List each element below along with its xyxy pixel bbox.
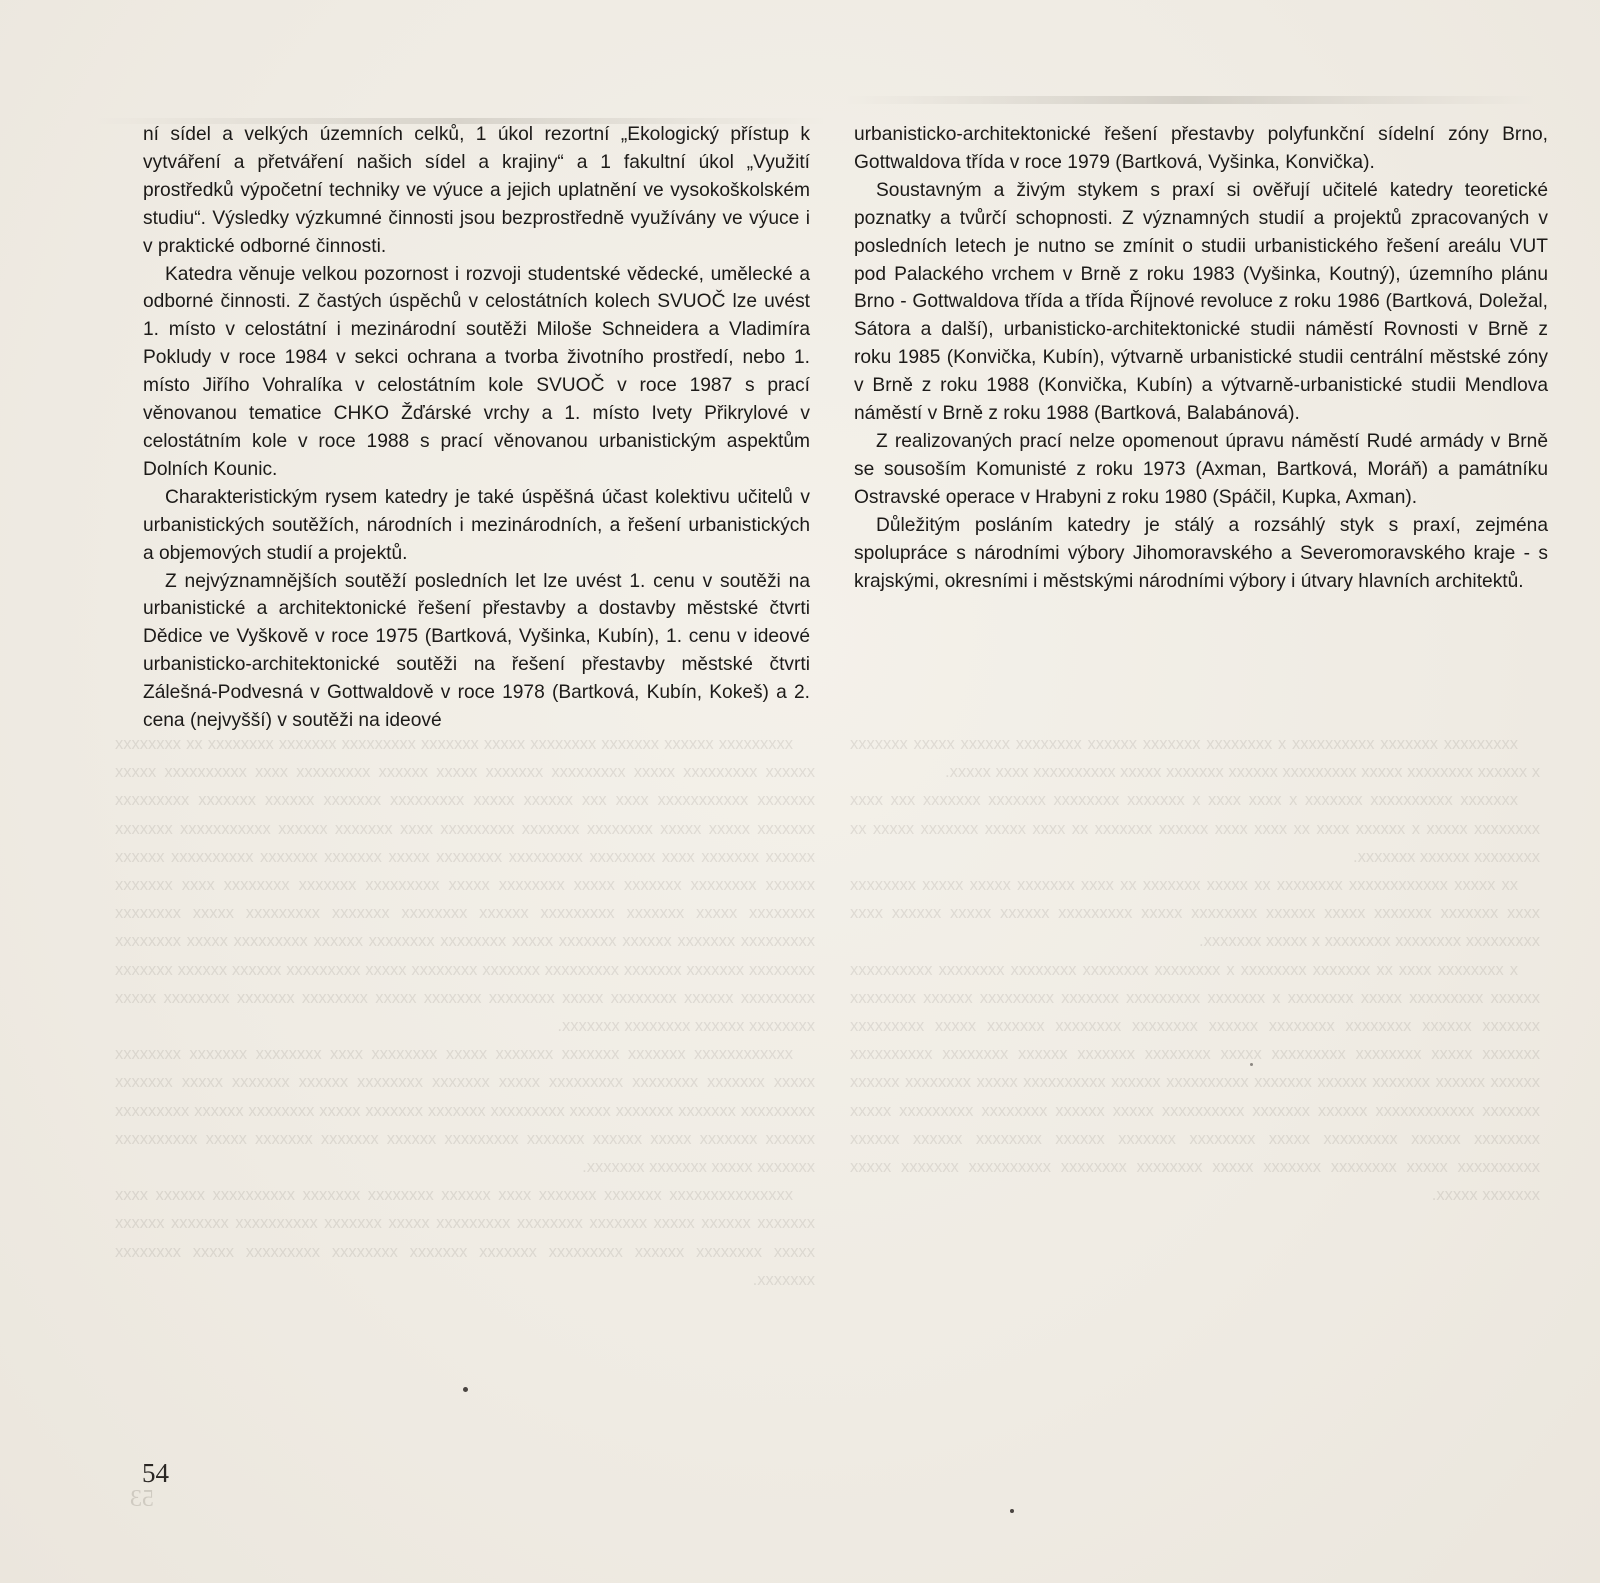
paragraph: Katedra věnuje velkou pozornost i rozvoji studentské vědecké, umělecké a odborné činnosti. Z častých úspěchů v celostátních kolech SVUOČ lze uvést 1. místo v celostátní i mezinárodní soutěži Miloše Schneidera a Vladimíra Pokludy v roce 1984 v sekci ochrana a tvorba životního prostředí, nebo 1. místo Jiřího Vohralíka v celostátním kole SVUOČ v roce 1987 s prací věnovanou tematice CHKO Žďárské vrchy a 1. místo Ivety Přikrylové v celostátním kole v roce 1988 s prací věnovanou urbanistickým aspektům Dolních Kounic. xyxy=(143,263,810,480)
show-through-right: xxxxxxxxx xxxxxxx xxxxxxxxxx x xxxxxxxx xxxxxxx xxxxxx xxxxxxxx xxxxxx xxxxx xxxxxxx x xxxxxx xxxxxxxx xxxxx xxxxxxxxx xxxxxx xxxxxxx xxxxx xxxxxxxxxx xxxx xxxxx. xxxxxxx xxxxxxxxxx xxxxxxx x xxxx xxxx x xxxxxxx xxxxxxxx xxxxxxx xxxxxxx xxx xxxx xxxxxxxx xxxxx x xxxxxx xxxx xx xxxx xxxx xxxxxx xxxxxxx xx xxxx xxxxx xxxxxxx xxxxx xx xxxxxxxx xxxxxx xxxxxxx. xx xxxxx xxxxxxxxxxxx xxxxxxxx xx xxxxx xxxxxxx xx xxxx xxxxxxx xxxxx xxxxx xxxxxxxx xxxx xxxxxxx xxxxxxx xxxxx xxxxxx xxxxxxxx xxxxx xxxxxxxxx xxxxxx xxxxx xxxxxx xxxx xxxxxxxxx xxxxxxxx xxxxxxxx x xxxxx xxxxxxx. x xxxxxxxx xxxx xx xxxxxxx xxxxxxxx x xxxxxxxx xxxxxxxx xxxxxxxx xxxxxxxx xxxxxxxxxx xxxxxx xxxxxxxxx xxxxx xxxxxxxx x xxxxxxx xxxxxxxxx xxxxxxx xxxxxxxxx xxxxxx xxxxxxxx xxxxxxx xxxxxx xxxxxxxx xxxxxxxx xxxxxx xxxxxxxx xxxxxxxx xxxxxxx xxxxx xxxxxxxxx xxxxxxx xxxxx xxxxxxxx xxxxxxxxx xxxxx xxxxxxxx xxxxxxx xxxxxx xxxxxxxx xxxxxxxxxx xxxxxx xxxxxx xxxxxxx xxxxxx xxxxxxx xxxxxxxxxx xxxxxx xxxxxxxxxx xxxxx xxxxxxxx xxxxxx xxxxxxx xxxxxxxxxxxx xxxxxx xxxxxxx xxxxxxxxxx xxxxx xxxxxx xxxxxxxx xxxxxxxxx xxxxx xxxxxxxx xxxxxx xxxxxxxxx xxxxx xxxxxxxx xxxxxxx xxxxxx xxxxxxxx xxxxxx xxxxxx xxxxxxxxxx xxxxx xxxxxxxx xxxxxxx xxxxx xxxxxxxx xxxxxxxx xxxxxxxxxx xxxxxxx xxxxx xxxxxxx xxxxx. xyxy=(850,735,1540,1205)
paragraph: Soustavným a živým stykem s praxí si ověřují učitelé katedry teoretické poznatky a tvůrčí schopnosti. Z významných studií a projektů zpracovaných v posledních letech je nutno se zmínit o studii urbanistického řešení areálu VUT pod Palackého vrchem v Brně z roku 1983 (Vyšinka, Koutný), územního plánu Brno - Gottwaldova třída a třída Říjnové revoluce z roku 1986 (Bartková, Doležal, Sátora a další), urbanisticko-architektonické studii náměstí Rovnosti v Brně z roku 1985 (Konvička, Kubín), výtvarně urbanistické studii centrální městské zóny v Brně z roku 1988 (Konvička, Kubín) a výtvarně-urbanistické studii Mendlova náměstí v Brně z roku 1988 (Bartková, Balabánová). xyxy=(854,179,1548,425)
paper-speck xyxy=(1010,1509,1014,1513)
paragraph: Z realizovaných prací nelze opomenout úpravu náměstí Rudé armády v Brně se sousoším Komunisté z roku 1973 (Axman, Bartková, Moráň) a památníku Ostravské operace v Hrabyni z roku 1980 (Spáčil, Kupka, Axman). xyxy=(854,430,1548,508)
paragraph: Důležitým posláním katedry je stálý a rozsáhlý styk s praxí, zejména spolupráce s národními výbory Jihomoravského a Severomoravského kraje - s krajskými, okresními i městskými národními výbory i útvary hlavních architektů. xyxy=(854,514,1548,592)
paragraph: ní sídel a velkých územních celků, 1 úkol rezortní „Ekologický přístup k vytváření a přetváření našich sídel a krajiny“ a 1 fakultní úkol „Využití prostředků výpočetní techniky ve výuce a jejich uplatnění ve vysokoškolském studiu“. Výsledky výzkumné činnosti jsou bezprostředně využívány ve výuce i v praktické odborné činnosti. xyxy=(143,124,810,257)
bleed-through-rule-right xyxy=(845,96,1535,104)
paragraph: urbanisticko-architektonické řešení přestavby polyfunkční sídelní zóny Brno, Gottwaldova třída v roce 1979 (Bartková, Vyšinka, Konvička). xyxy=(854,124,1548,173)
paper-speck xyxy=(463,1387,468,1392)
show-through-page-number: 53 xyxy=(130,1486,154,1512)
paragraph: Z nejvýznamnějších soutěží posledních let lze uvést 1. cenu v soutěži na urbanistické a architektonické řešení přestavby a dostavby městské čtvrti Dědice ve Vyškově v roce 1975 (Bartková, Vyšinka, Kubín), 1. cenu v ideové urbanisticko-architektonické soutěži na řešení přestavby městské čtvrti Zálešná-Podvesná v Gottwaldově v roce 1978 (Bartková, Kubín, Kokeš) a 2. cena (nejvyšší) v soutěži na ideové xyxy=(143,570,810,732)
right-text-column xyxy=(854,121,1548,595)
paper-speck xyxy=(1250,1063,1253,1066)
left-text-column xyxy=(143,121,810,735)
page-number: 54 xyxy=(142,1458,169,1488)
show-through-left: xxxxxxxxx xxxxxx xxxxxxx xxxxxxxx xxxxx xxxxxxx xxxxxxxxx xxxxxxx xxxxxxxx xx xxxxxxxx xxxxxx xxxxxxxxx xxxxx xxxxxxxxx xxxxxxx xxxxx xxxxxx xxxxxxxxx xxxx xxxxxxxxxx xxxxx xxxxxxx xxxxxxxxxxx xxxx xxx xxxxxx xxxxx xxxxxxxxx xxxxxxx xxxxxx xxxxxxx xxxxxxxxx xxxxxxx xxxxx xxxxx xxxxxxxx xxxxxxx xxxxxxxxx xxxx xxxxxxx xxxxxx xxxxxxxxxxx xxxxxxx xxxxxx xxxxxxx xxxx xxxxxxxx xxxxxxxxx xxxxxxxx xxxxx xxxxxxx xxxxxxx xxxxxxxxxx xxxxxx xxxxxx xxxxxxxx xxxxxxx xxxxx xxxxxxxx xxxxx xxxxxxxxx xxxxxxx xxxxxxxx xxxx xxxxxxx xxxxxxxx xxxxx xxxxxxx xxxxxxxxx xxxxxx xxxxxxxx xxxxxxx xxxxxxxxx xxxxx xxxxxxxx xxxxxxxxx xxxxxxx xxxxxx xxxxxxx xxxxx xxxxxxxx xxxxxxxx xxxxxx xxxxxxxxx xxxxx xxxxxxxx xxxxxxxx xxxxxxx xxxxxxx xxxxxxxxx xxxxxxx xxxxxxxx xxxxx xxxxxxxxx xxxxxx xxxxxx xxxxxxx xxxxxxxxx xxxxxx xxxxxxxx xxxxx xxxxxxxx xxxxxxx xxxxx xxxxxxxx xxxxxxx xxxxxxxx xxxxx xxxxxxxx xxxxxx xxxxxxxx xxxxxxx. xxxxxxxxxxxx xxxxxxx xxxxxxx xxxxxxx xxxxx xxxxxxxx xxxx xxxxxxxx xxxxxxx xxxxxxxx xxxxx xxxxxxx xxxxxxxx xxxxxxxxx xxxxx xxxxxxx xxxxxxxx xxxxxx xxxxxxx xxxxx xxxxxxx xxxxxxxxx xxxxxxx xxxxxxx xxxxx xxxxxxxxx xxxxxxx xxxxxxx xxxxx xxxxxxxx xxxxxx xxxxxxxxx xxxxxx xxxxxxx xxxxx xxxxxx xxxxxxx xxxxxxxxx xxxxxx xxxxxxx xxxxxxx xxxxx xxxxxxxxxx xxxxxxx xxxxx xxxxxxx xxxxxxx. xxxxxxxxxxxxxxx xxxxxxx xxxxxxx xxxx xxxxxx xxxxxxxx xxxxxxx xxxxxxxxxx xxxxxx xxxx xxxxxxx xxxxxx xxxxx xxxxxxx xxxxxxxx xxxxxxxxx xxxxx xxxxxxx xxxxxxxxxx xxxxxxx xxxxxx xxxxx xxxxxxxx xxxxxx xxxxxxxxx xxxxxxx xxxxxxx xxxxxxxx xxxxxxxxx xxxxx xxxxxxxx xxxxxxx. xyxy=(115,735,815,1289)
paragraph: Charakteristickým rysem katedry je také úspěšná účast kolektivu učitelů v urbanistických soutěžích, národních i mezinárodních, a řešení urbanistických a objemových studií a projektů. xyxy=(143,486,810,564)
